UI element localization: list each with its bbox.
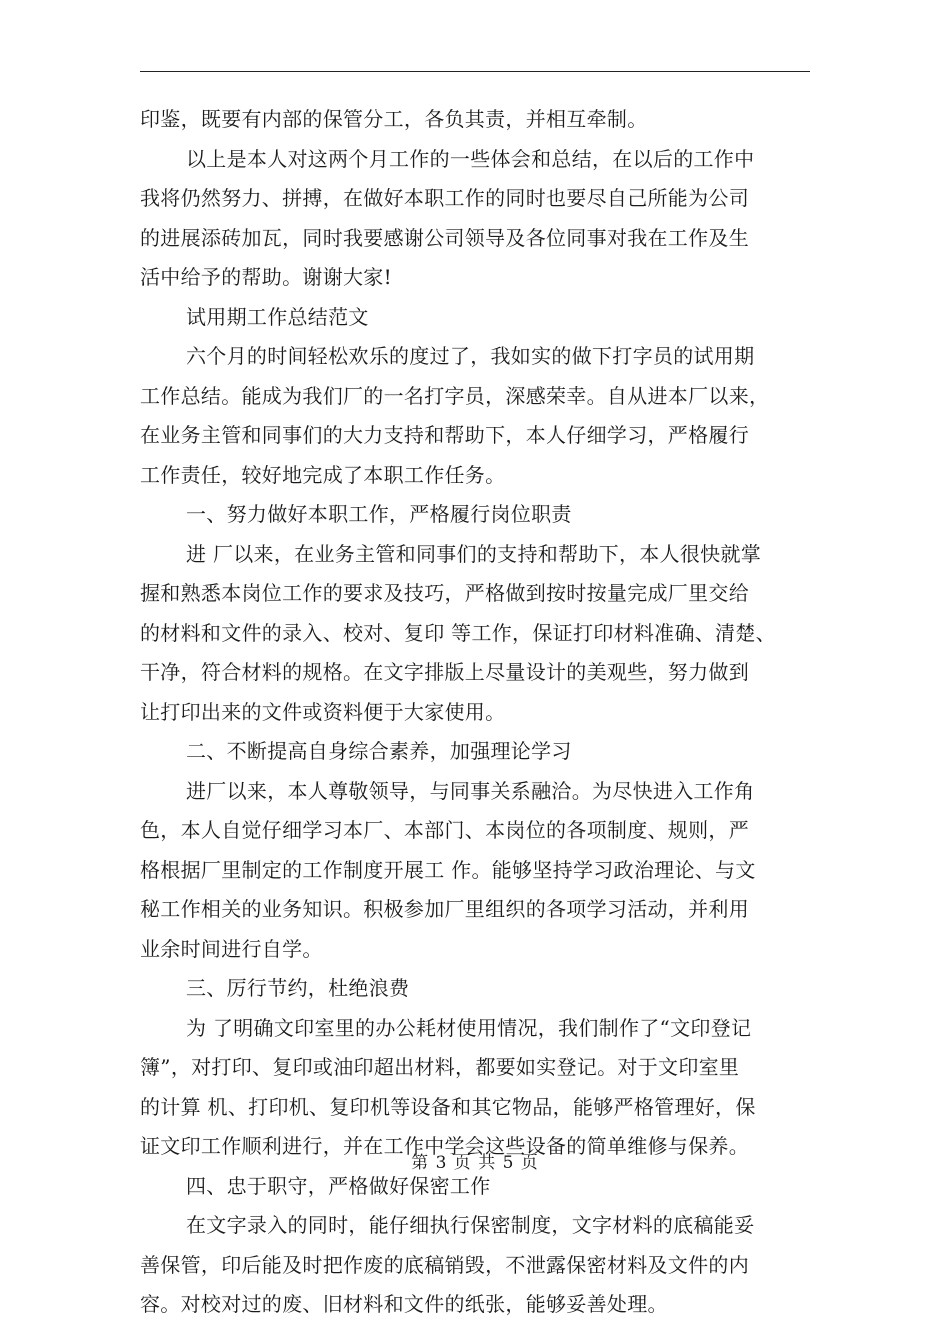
text-line: 业余时间进行自学。 bbox=[140, 936, 323, 961]
text-line: 工作总结。能成为我们厂的一名打字员，深感荣幸。自从进本厂以来， bbox=[140, 383, 770, 408]
text-line: 活中给予的帮助。谢谢大家! bbox=[140, 265, 392, 289]
text-line: 在业务主管和同事们的大力支持和帮助下，本人仔细学习，严格履行 bbox=[140, 423, 749, 447]
page-number: 第 3 页 共 5 页 bbox=[411, 1153, 539, 1173]
text-line: 为 了明确文印室里的办公耗材使用情况，我们制作了“文印登记 bbox=[186, 1015, 752, 1040]
text-line: 的计算 机、打印机、复印机等设备和其它物品，能够严格管理好，保 bbox=[140, 1094, 756, 1119]
text-line: 进厂以来，本人尊敬领导，与同事关系融洽。为尽快进入工作角 bbox=[186, 778, 755, 803]
text-line: 格根据厂里制定的工作制度开展工 作。能够坚持学习政治理论、与文 bbox=[140, 857, 756, 882]
text-line: 色，本人自觉仔细学习本厂、本部门、本岗位的各项制度、规则，严 bbox=[140, 818, 749, 842]
text-line: 容。对校对过的废、旧材料和文件的纸张，能够妥善处理。 bbox=[140, 1292, 668, 1316]
text-line: 握和熟悉本岗位工作的要求及技巧，严格做到按时按量完成厂里交给 bbox=[140, 581, 749, 605]
text-line: 善保管，印后能及时把作废的底稿销毁，不泄露保密材料及文件的内 bbox=[140, 1252, 749, 1277]
text-line: 三、厉行节约，杜绝浪费 bbox=[186, 976, 410, 1000]
text-line: 干净，符合材料的规格。在文字排版上尽量设计的美观些，努力做到 bbox=[140, 660, 749, 684]
text-line: 以上是本人对这两个月工作的一些体会和总结，在以后的工作中 bbox=[186, 146, 755, 171]
text-line: 的材料和文件的录入、校对、复印 等工作，保证打印材料准确、清楚、 bbox=[140, 620, 776, 645]
text-line: 我将仍然努力、拼搏，在做好本职工作的同时也要尽自己所能为公司 bbox=[140, 186, 749, 210]
header-rule bbox=[140, 71, 810, 72]
text-line: 在文字录入的同时，能仔细执行保密制度，文字材料的底稿能妥 bbox=[186, 1213, 755, 1237]
text-line: 六个月的时间轻松欢乐的度过了，我如实的做下打字员的试用期 bbox=[186, 344, 755, 368]
text-line: 的进展添砖加瓦，同时我要感谢公司领导及各位同事对我在工作及生 bbox=[140, 225, 749, 250]
text-line: 证文印工作顺利进行，并在工作中学会这些设备的简单维修与保养。 bbox=[140, 1134, 749, 1158]
text-line: 二、不断提高自身综合素养，加强理论学习 bbox=[186, 739, 572, 763]
text-line: 四、忠于职守，严格做好保密工作 bbox=[186, 1173, 491, 1198]
text-line: 工作责任，较好地完成了本职工作任务。 bbox=[140, 462, 506, 487]
text-line: 一、努力做好本职工作，严格履行岗位职责 bbox=[186, 502, 572, 526]
text-line: 进 厂以来，在业务主管和同事们的支持和帮助下，本人很快就掌 bbox=[186, 541, 762, 566]
text-line: 试用期工作总结范文 bbox=[186, 304, 369, 329]
text-line: 秘工作相关的业务知识。积极参加厂里组织的各项学习活动，并利用 bbox=[140, 897, 749, 921]
text-line: 让打印出来的文件或资料便于大家使用。 bbox=[140, 699, 506, 724]
document-body bbox=[140, 100, 820, 1325]
text-line: 印鉴，既要有内部的保管分工，各负其责，并相互牵制。 bbox=[140, 107, 648, 131]
text-line: 簿”，对打印、复印或油印超出材料，都要如实登记。对于文印室里 bbox=[140, 1055, 740, 1079]
